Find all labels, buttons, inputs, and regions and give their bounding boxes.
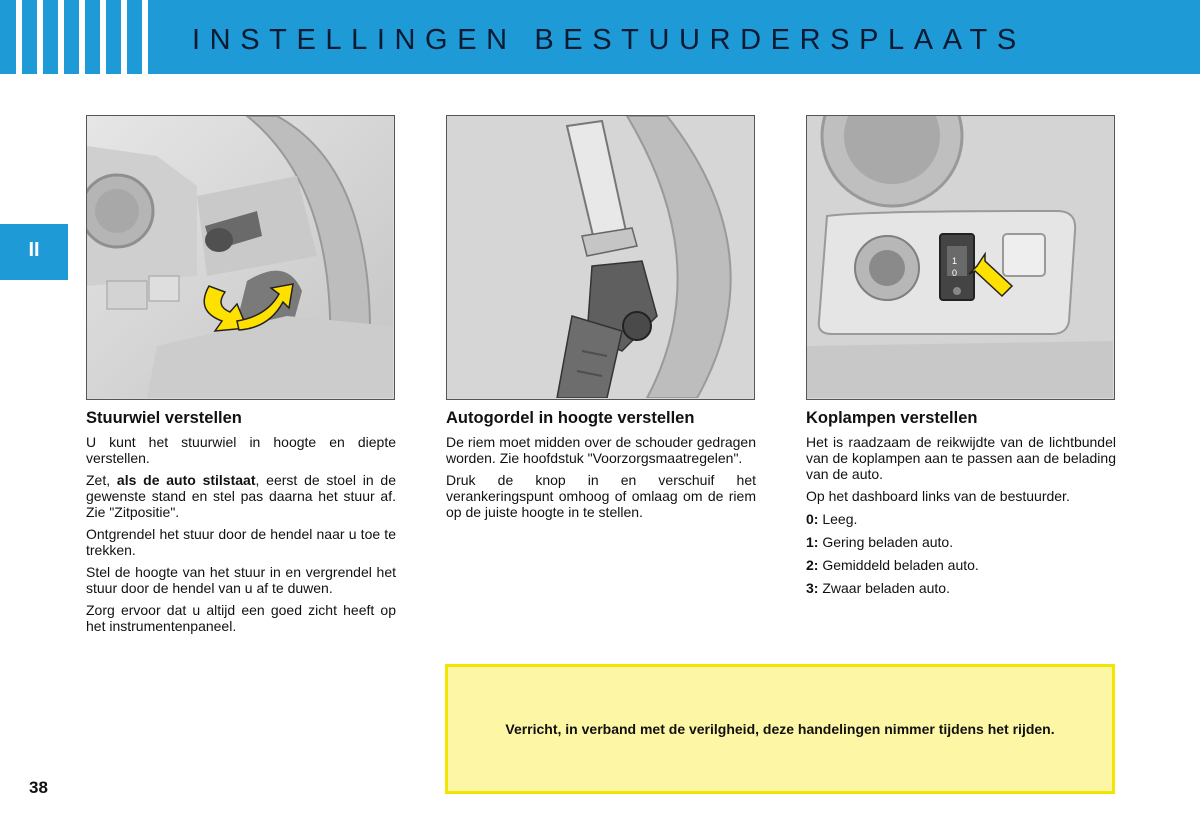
headlamp-adjuster-drawing (807, 116, 1113, 398)
steering-wheel-heading: Stuurwiel verstellen (86, 409, 242, 427)
page-title: INSTELLINGEN BESTUURDERSPLAATS (192, 24, 1026, 56)
header-stripe (100, 0, 106, 74)
warning-box (445, 664, 1115, 794)
paragraph: Ontgrendel het stuur door de hendel naar u toe te trekken. (86, 526, 396, 558)
bold-text: als de auto stilstaat (116, 472, 256, 488)
chapter-label: II (28, 239, 40, 261)
item-key: 0: (806, 511, 819, 527)
header-stripe (121, 0, 127, 74)
header-stripe (79, 0, 85, 74)
seatbelt-drawing (447, 116, 753, 398)
header-stripe (58, 0, 64, 74)
paragraph: Stel de hoogte van het stuur in en vergrendel het stuur door de hendel van u af te duwen. (86, 564, 396, 596)
text: , eerst de stoel in de gewenste stand en stel pas daarna het stuur af. Zie "Zitpositie". (86, 472, 397, 520)
header-stripe (16, 0, 22, 74)
paragraph: U kunt het stuurwiel in hoogte en diepte verstellen. (86, 434, 396, 466)
item-text: Leeg. (818, 511, 858, 527)
item-text: Zwaar beladen auto. (818, 580, 950, 596)
list-item (806, 534, 1116, 550)
warning-text: Verricht, in verband met de verilgheid, deze handelingen nimmer tijdens het rijden. (505, 721, 1055, 737)
item-text: Gering beladen auto. (818, 534, 954, 550)
item-key: 3: (806, 580, 819, 596)
column-headlamps (806, 408, 1116, 603)
list-item (806, 511, 1116, 527)
text: Zet, (86, 472, 117, 488)
item-key: 2: (806, 557, 819, 573)
steering-wheel-drawing (87, 116, 393, 398)
paragraph (86, 472, 396, 520)
switch-label-1: 1 (952, 256, 958, 266)
headlamps-heading: Koplampen verstellen (806, 409, 978, 427)
header-stripe (142, 0, 148, 74)
headlamp-adjuster-illustration (806, 115, 1115, 400)
seatbelt-heading: Autogordel in hoogte verstellen (446, 409, 695, 427)
header-band (0, 0, 1200, 74)
item-text: Gemiddeld beladen auto. (818, 557, 979, 573)
item-key: 1: (806, 534, 819, 550)
chapter-tab (0, 224, 68, 280)
paragraph: Zorg ervoor dat u altijd een goed zicht heeft op het instrumentenpaneel. (86, 602, 396, 634)
paragraph: Op het dashboard links van de bestuurder. (806, 488, 1070, 504)
paragraph: De riem moet midden over de schouder gedragen worden. Zie hoofdstuk "Voorzorgsmaatregelen". (446, 434, 756, 466)
page-number: 38 (29, 778, 48, 797)
switch-label-0: 0 (952, 268, 958, 278)
paragraph: Druk de knop in en verschuif het verankeringspunt omhoog of omlaag om de riem op de juiste hoogte in te stellen. (446, 472, 756, 520)
column-seatbelt (446, 408, 756, 526)
paragraph: Het is raadzaam de reikwijdte van de lichtbundel van de koplampen aan te passen aan de belading van de auto. (806, 434, 1116, 482)
seatbelt-illustration (446, 115, 755, 400)
list-item (806, 557, 1116, 573)
steering-wheel-illustration (86, 115, 395, 400)
header-stripe (37, 0, 43, 74)
column-steering-wheel (86, 408, 396, 640)
list-item (806, 580, 1116, 596)
